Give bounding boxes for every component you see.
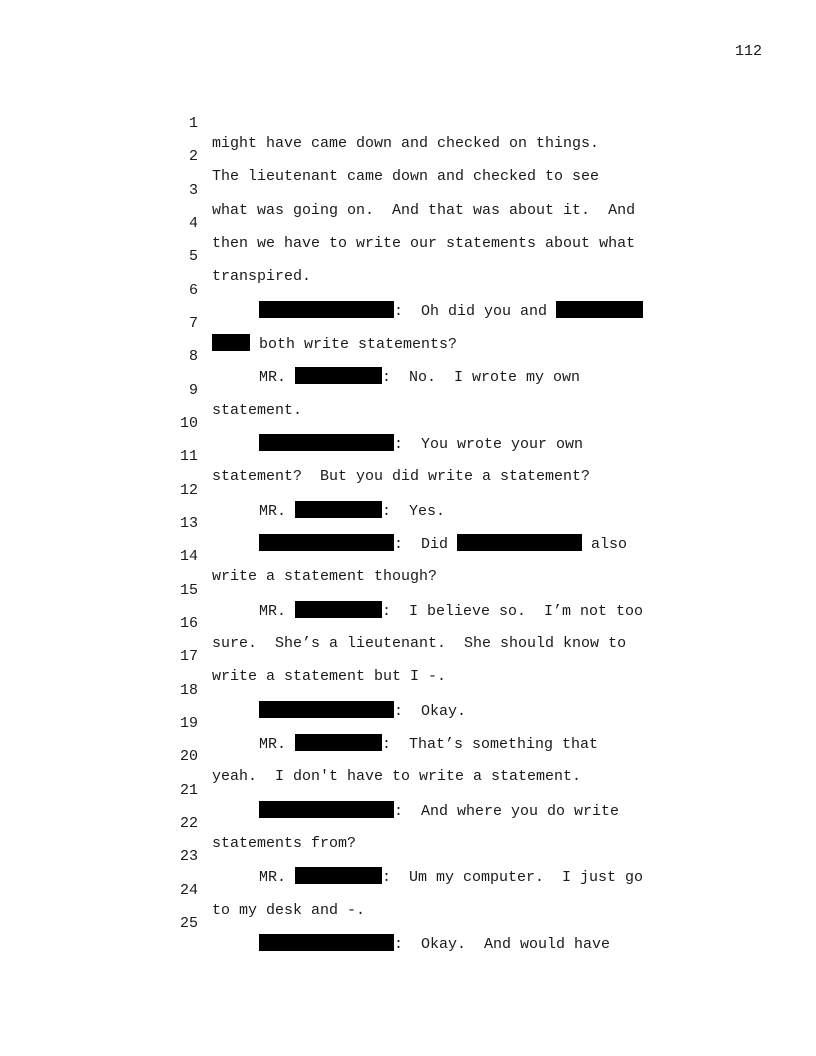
transcript-line [0, 94, 600, 152]
line-text: write a statement but I -. [212, 668, 447, 685]
line-text: : Um my computer. I just go [382, 869, 644, 886]
line-text: : You wrote your own [394, 436, 584, 453]
line-number: 12 [179, 482, 198, 499]
line-text: transpired. [212, 268, 312, 285]
speaker-line [259, 801, 619, 822]
speaker-label: MR. [259, 503, 296, 520]
line-number: 2 [188, 148, 198, 165]
speaker-line [259, 301, 643, 322]
line-number: 25 [179, 915, 198, 932]
line-number: 10 [179, 415, 198, 432]
line-text: both write statements? [250, 336, 458, 353]
transcript-line [0, 227, 312, 285]
redaction-bar [259, 701, 394, 718]
line-number: 18 [179, 682, 198, 699]
line-number: 7 [188, 315, 198, 332]
line-content [212, 334, 457, 355]
line-text: also [582, 536, 628, 553]
line-number: 11 [179, 448, 198, 465]
line-text: write a statement though? [212, 568, 438, 585]
speaker-line [259, 534, 627, 555]
line-text: : Yes. [382, 503, 446, 520]
line-number: 20 [179, 748, 198, 765]
line-number: 5 [188, 248, 198, 265]
redaction-bar [259, 434, 394, 451]
line-text: : Did [394, 536, 458, 553]
redaction-bar [259, 801, 394, 818]
speaker-line [259, 867, 643, 888]
line-number: 16 [179, 615, 198, 632]
redaction-bar [259, 301, 394, 318]
speaker-label: MR. [259, 869, 296, 886]
redaction-bar [457, 534, 582, 551]
speaker-line [259, 367, 580, 388]
redaction-bar [295, 367, 382, 384]
speaker-line [259, 434, 583, 455]
line-number: 21 [179, 782, 198, 799]
line-text: : Oh did you and [394, 303, 557, 320]
redaction-bar [556, 301, 643, 318]
line-text: : That’s something that [382, 736, 599, 753]
line-text: : And where you do write [394, 803, 620, 820]
line-text: to my desk and -. [212, 902, 366, 919]
line-text: might have came down and checked on things. [212, 135, 600, 152]
line-text: statements from? [212, 835, 357, 852]
line-number: 14 [179, 548, 198, 565]
line-number: 8 [188, 348, 198, 365]
line-number: 19 [179, 715, 198, 732]
transcript-line [0, 794, 357, 852]
line-text: : Okay. [394, 703, 467, 720]
transcript-line [0, 294, 458, 353]
line-text: sure. She’s a lieutenant. She should know to [212, 635, 627, 652]
speaker-line [259, 501, 445, 522]
redaction-bar [259, 934, 394, 951]
redaction-bar [295, 501, 382, 518]
line-number: 9 [188, 382, 198, 399]
line-number: 3 [188, 182, 198, 199]
line-text: : I believe so. I’m not too [382, 603, 644, 620]
line-text: then we have to write our statements about what [212, 235, 636, 252]
line-number: 6 [188, 282, 198, 299]
line-text: what was going on. And that was about it. And [212, 202, 636, 219]
speaker-line [259, 934, 610, 955]
redaction-bar [212, 334, 250, 351]
redaction-bar [259, 534, 394, 551]
line-number: 22 [179, 815, 198, 832]
line-text: statement. [212, 402, 303, 419]
line-number: 4 [188, 215, 198, 232]
page-number: 112 [735, 43, 763, 60]
line-number: 1 [188, 115, 198, 132]
speaker-label: MR. [259, 603, 296, 620]
speaker-label: MR. [259, 369, 296, 386]
speaker-label: MR. [259, 736, 296, 753]
line-text: statement? But you did write a statement? [212, 468, 591, 485]
line-number: 15 [179, 582, 198, 599]
speaker-line [259, 601, 643, 622]
line-text: : No. I wrote my own [382, 369, 581, 386]
line-text: yeah. I don't have to write a statement. [212, 768, 582, 785]
redaction-bar [295, 601, 382, 618]
line-number: 17 [179, 648, 198, 665]
redaction-bar [295, 734, 382, 751]
speaker-line [259, 734, 598, 755]
line-text: The lieutenant came down and checked to see [212, 168, 600, 185]
line-text: : Okay. And would have [394, 936, 611, 953]
line-number: 24 [179, 882, 198, 899]
line-number: 13 [179, 515, 198, 532]
redaction-bar [295, 867, 382, 884]
speaker-line [259, 701, 466, 722]
line-number: 23 [179, 848, 198, 865]
